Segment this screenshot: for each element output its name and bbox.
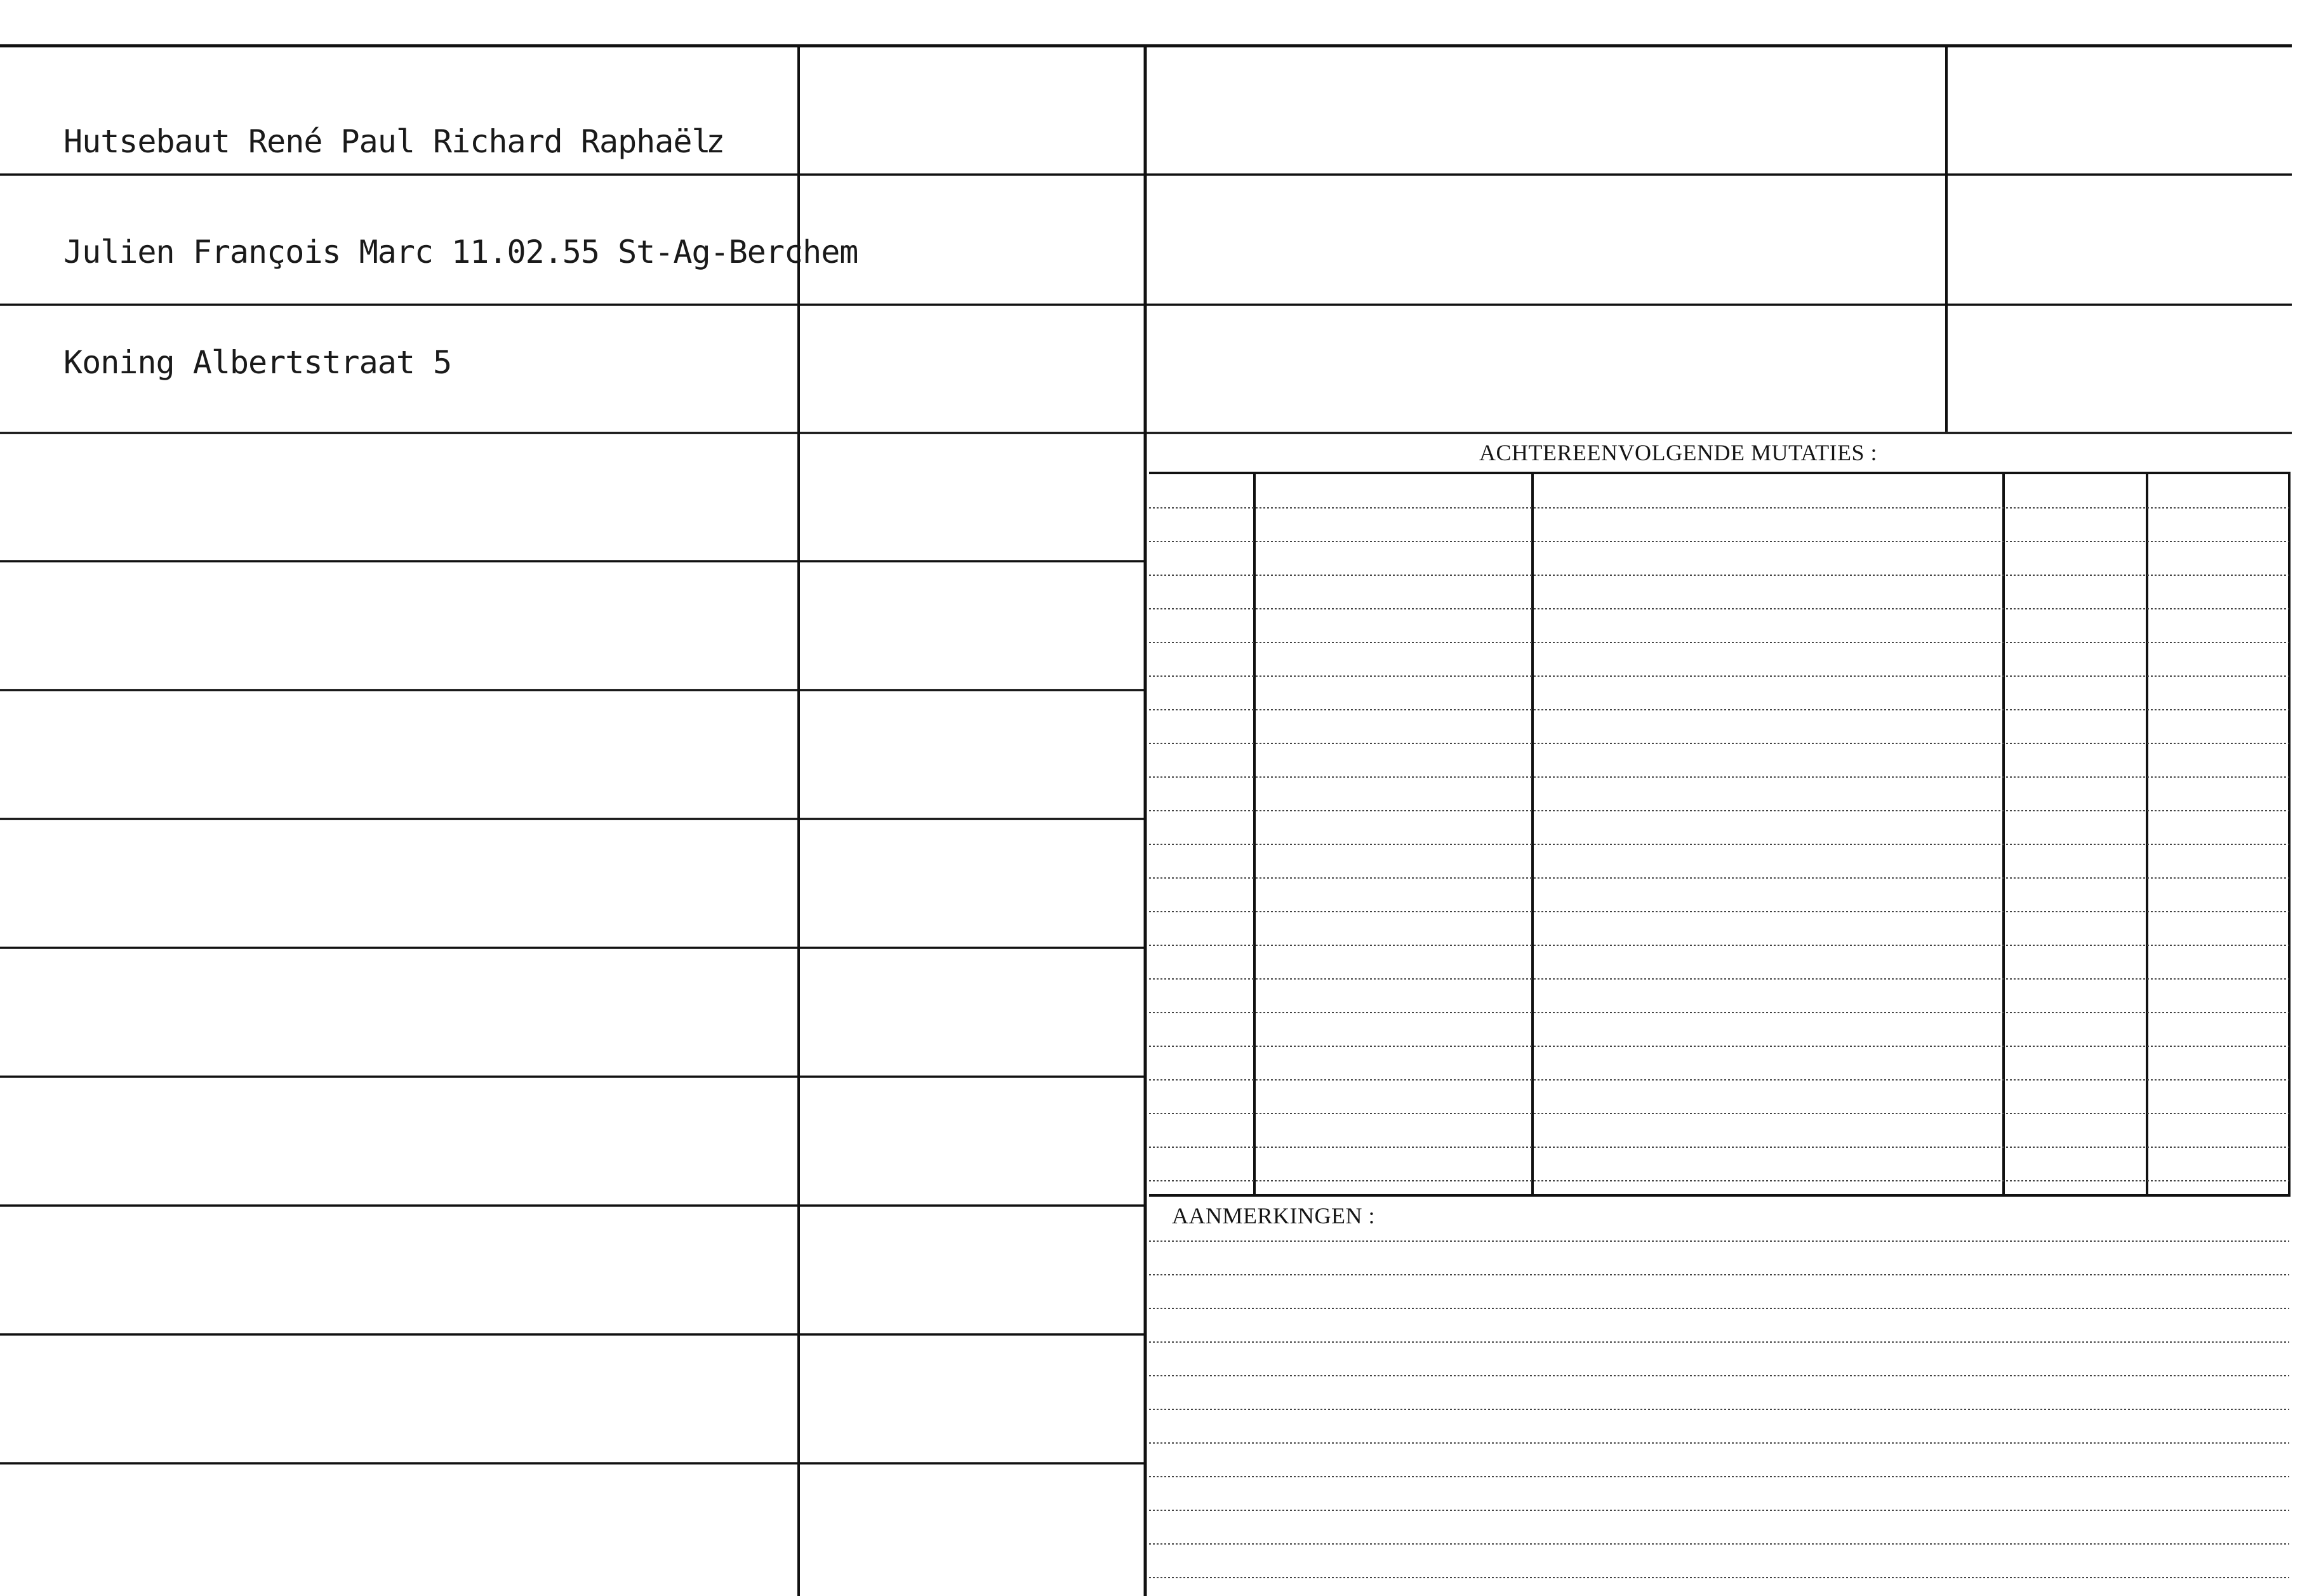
- record-name-line: Hutsebaut René Paul Richard Raphaël: [63, 123, 710, 160]
- mutaties-heading: ACHTEREENVOLGENDE MUTATIES :: [1479, 440, 1878, 465]
- record-given-names-birth-line: Julien François Marc 11.02.55 St-Ag-Berchem: [63, 234, 858, 270]
- record-address-line: Koning Albertstraat 5: [63, 344, 452, 381]
- typed-record: [63, 50, 858, 491]
- record-marker: z: [706, 123, 725, 160]
- aanmerkingen-heading: AANMERKINGEN :: [1172, 1203, 1375, 1228]
